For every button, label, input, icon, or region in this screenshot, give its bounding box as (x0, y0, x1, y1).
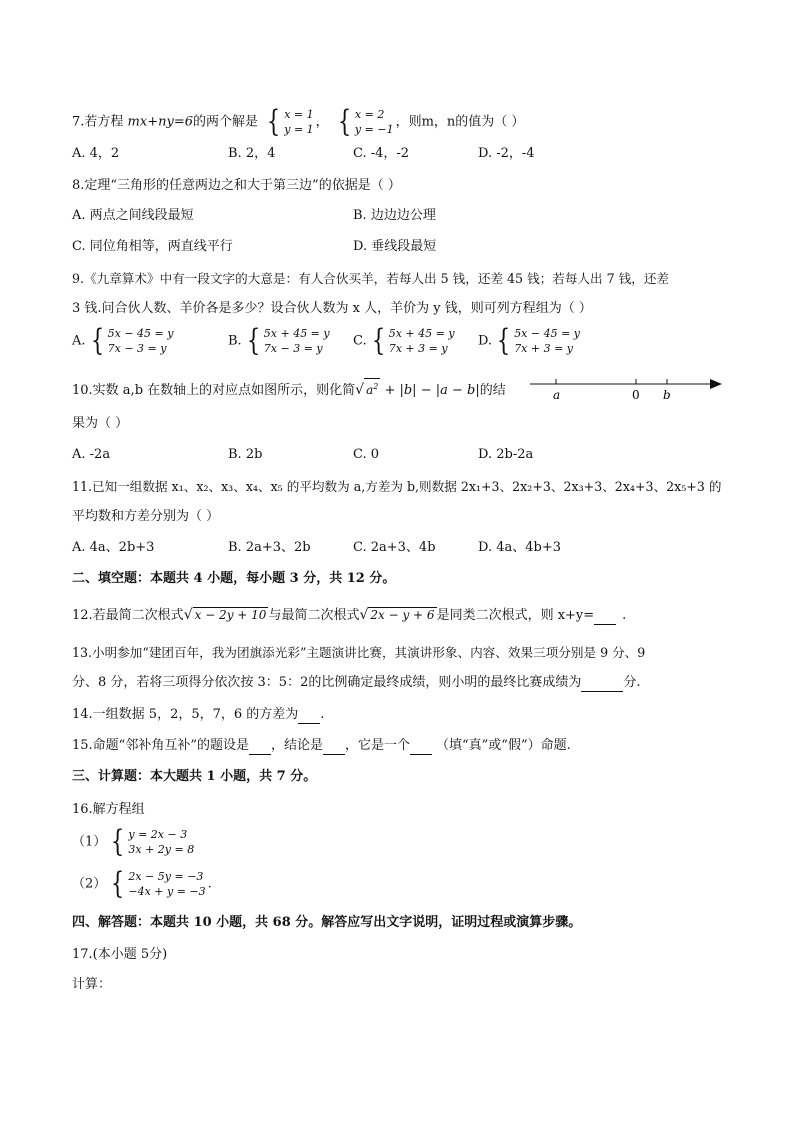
q17-title: 17.(本小题 5分) (72, 947, 168, 962)
q12-radical-1: x − 2y + 10 (194, 608, 267, 622)
q11-stem-line1: 11.已知一组数据 x₁、x₂、x₃、x₄、x₅ 的平均数为 a,方差为 b,则数据 2x₁+3、2x₂+3、2x₃+3、2x₄+3、2x₅+3 的 (72, 479, 722, 494)
q9-option-b[interactable]: B. { 5x + 45 = y 7x − 3 = y (228, 323, 330, 358)
q11-option-d[interactable]: D. 4a、4b+3 (478, 540, 562, 555)
q14-stem: 14.一组数据 5，2，5，7，6 的方差为 . (72, 707, 325, 722)
q12-radical-2: 2x − y + 6 (370, 608, 435, 622)
q14-answer-blank[interactable] (298, 709, 320, 724)
section-2-heading: 二、填空题：本题共 4 小题，每小题 3 分，共 12 分。 (72, 571, 396, 586)
point-a-label: a (553, 388, 561, 402)
section-4-heading: 四、解答题：本题共 10 小题，共 68 分。解答应写出文字说明，证明过程或演算步骤。 (72, 915, 582, 930)
q9-option-d[interactable]: D. { 5x − 45 = y 7x + 3 = y (478, 323, 581, 358)
q16-part-2: （2） { 2x − 5y = −3 −4x + y = −3 . (72, 866, 212, 901)
number-line (528, 370, 724, 406)
q9-option-c[interactable]: C. { 5x + 45 = y 7x + 3 = y (353, 323, 455, 358)
q9-stem-line2: 3 钱.问合伙人数、羊价各是多少？设合伙人数为 x 人，羊价为 y 钱，则可列方程组为（ ） (72, 301, 592, 316)
zero-label: 0 (632, 388, 640, 402)
q15-stem: 15.命题“邻补角互补”的题设是 ，结论是 ，它是一个 （填“真”或“假”）命题. (72, 738, 571, 753)
q10-option-d[interactable]: D. 2b-2a (478, 447, 534, 462)
sqrt-icon: √ (355, 382, 365, 398)
section-3-heading: 三、计算题：本大题共 1 小题，共 7 分。 (72, 769, 317, 784)
point-b-label: b (663, 388, 671, 402)
q10-option-c[interactable]: C. 0 (353, 447, 380, 462)
sqrt-icon: √ (359, 607, 369, 623)
q17-calc-label: 计算： (72, 977, 112, 992)
q9-stem-line1: 9.《九章算术》中有一段文字的大意是：有人合伙买羊，若每人出 5 钱，还差 45 钱；若每人出 7 钱，还差 (72, 271, 670, 286)
q7-stem: 7.若方程 mx+ny=6的两个解是 { x = 1 y = 1 ， { x = 2 y = −1 ，则m，n的值为（ ） (72, 104, 525, 139)
q7-prefix: 7.若方程 (72, 114, 128, 130)
q8-option-a[interactable]: A. 两点之间线段最短 (72, 208, 194, 223)
q13-answer-blank[interactable] (581, 677, 623, 692)
q7-option-c[interactable]: C. -4，-2 (353, 146, 410, 161)
q7-option-b[interactable]: B. 2，4 (228, 146, 276, 161)
q11-stem-line2: 平均数和方差分别为（ ） (72, 509, 220, 524)
arrow-right-icon (710, 379, 722, 389)
q16-part-1: （1） { y = 2x − 3 3x + 2y = 8 (72, 824, 195, 859)
q10-expression: + |b| − |a − b| (380, 383, 480, 398)
q13-stem-line1: 13.小明参加“建团百年，我为团旗添光彩”主题演讲比赛，其演讲形象、内容、效果三项分别是 9 分、9 (72, 645, 646, 660)
q12-stem: 12.若最简二次根式√ x − 2y + 10 与最简二次根式√ 2x − y + 6 是同类二次根式，则 x+y= . (72, 607, 627, 623)
q9-option-a[interactable]: A. { 5x − 45 = y 7x − 3 = y (72, 323, 174, 358)
q8-stem: 8.定理“三角形的任意两边之和大于第三边”的依据是（ ） (72, 178, 401, 193)
q7-suffix: ，则m，n的值为（ ） (395, 114, 525, 130)
sqrt-icon: √ (183, 607, 193, 623)
q8-option-c[interactable]: C. 同位角相等，两直线平行 (72, 239, 233, 254)
q8-option-b[interactable]: B. 边边边公理 (353, 208, 436, 223)
q10-option-b[interactable]: B. 2b (228, 447, 263, 462)
q10-stem-line2: 果为（ ） (72, 416, 129, 431)
q10-option-a[interactable]: A. -2a (72, 447, 111, 462)
q13-stem-line2: 分、8 分，若将三项得分依次按 3：5：2的比例确定最终成绩，则小明的最终比赛成绩为 分. (72, 675, 641, 690)
q15-blank-premise[interactable] (249, 740, 271, 755)
q11-option-a[interactable]: A. 4a、2b+3 (72, 540, 155, 555)
q7-system-2: { x = 2 y = −1 (337, 104, 394, 139)
q16-title: 16.解方程组 (72, 802, 145, 817)
q7-option-d[interactable]: D. -2，-4 (478, 146, 535, 161)
q7-option-a[interactable]: A. 4，2 (72, 146, 120, 161)
q7-equation: mx+ny=6 (127, 114, 193, 130)
q10-radical: $a^2$ (364, 378, 380, 398)
q15-blank-true-false[interactable] (410, 740, 432, 755)
q8-option-d[interactable]: D. 垂线段最短 (353, 239, 437, 254)
q10-stem-line1: 10.实数 a,b 在数轴上的对应点如图所示，则化简√ $a^2 + |b| - |a - b|$的结 (72, 378, 506, 400)
q11-option-c[interactable]: C. 2a+3、4b (353, 540, 436, 555)
q15-blank-conclusion[interactable] (323, 740, 345, 755)
q12-answer-blank[interactable] (594, 610, 616, 625)
q11-option-b[interactable]: B. 2a+3、2b (228, 540, 311, 555)
q7-mid: 的两个解是 (192, 114, 258, 130)
q7-system-1: { x = 1 y = 1 (267, 104, 314, 139)
